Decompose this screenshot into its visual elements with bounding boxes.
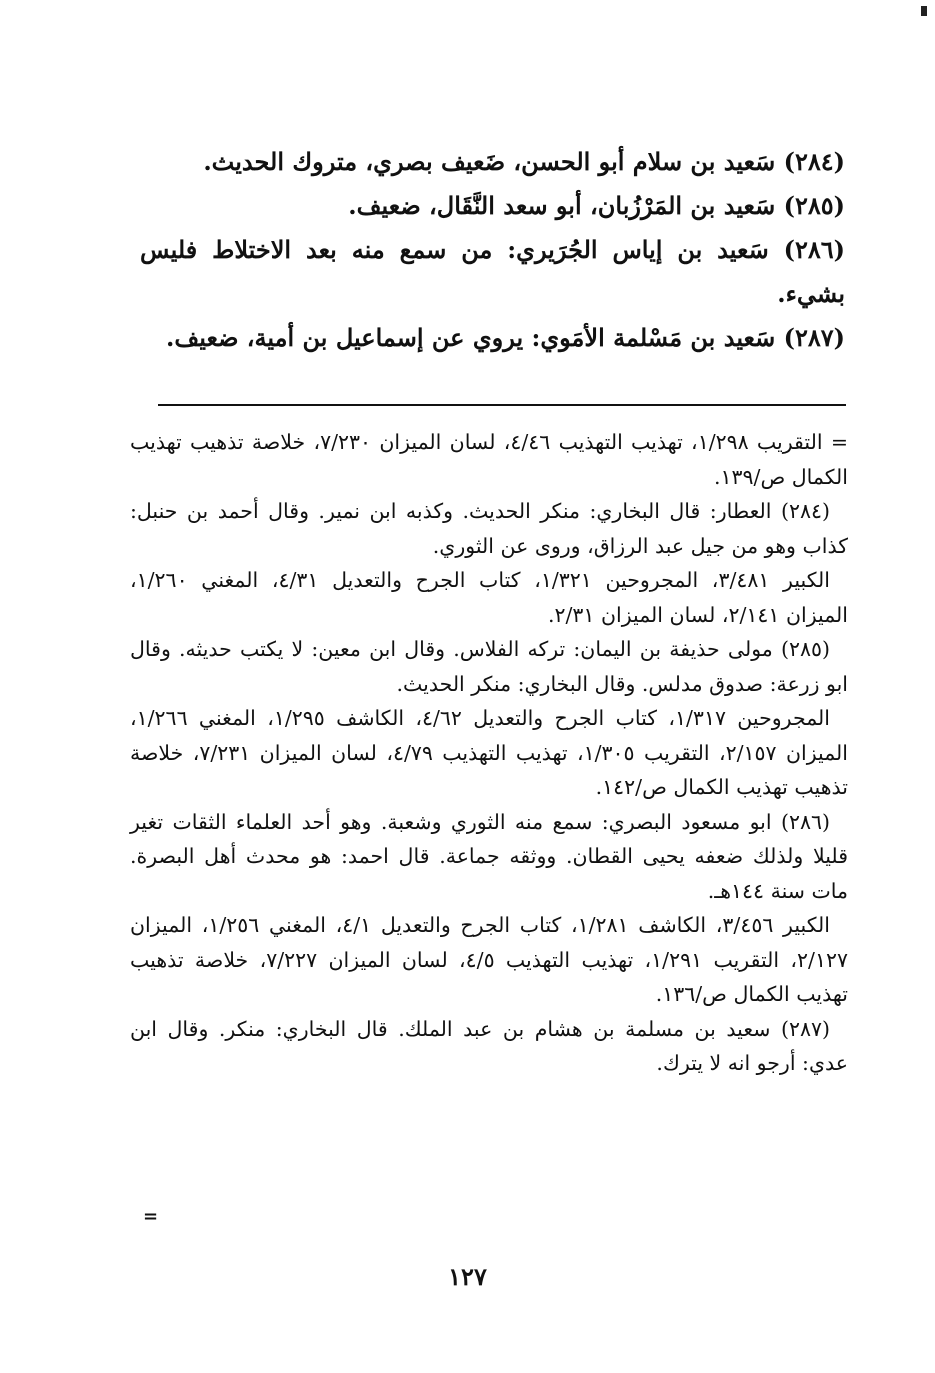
footnotes [130,425,848,1081]
footnote-285: (٢٨٥) مولى حذيفة بن اليمان: تركه الفلاس. وقال ابن معين: لا يكتب حديثه. وقال ابو زرعة: صدوق مدلس. وقال البخاري: منكر الحديث. [130,637,848,696]
footnote-286-sources: الكبير ٣/٤٥٦، الكاشف ١/٢٨١، كتاب الجرح والتعديل ٤/١، المغني ١/٢٥٦، الميزان ٢/١٢٧، التقريب ١/٢٩١، تهذيب التهذيب ٤/٥، لسان الميزان ٧/٢٢٧، خلاصة تذهيب تهذيب الكمال ص/١٣٦. [130,913,848,1006]
entry-287: (٢٨٧) سَعيد بن مَسْلمة الأمَوي: يروي عن إسماعيل بن أمية، ضعيف. [166,323,845,352]
entry-285: (٢٨٥) سَعيد بن المَرْزُبان، أبو سعد النَّقَال، ضعيف. [348,191,845,220]
footnote-284-sources: الكبير ٣/٤٨١، المجروحين ١/٣٢١، كتاب الجرح والتعديل ٤/٣١، المغني ١/٢٦٠، الميزان ٢/١٤١، لسان الميزان ٢/٣١. [130,568,848,627]
main-entries [140,140,845,360]
footnote-286: (٢٨٦) ابو مسعود البصري: سمع منه الثوري وشعبة. وهو أحد العلماء الثقات تغير قليلا ولذلك ضعفه يحيى القطان. ووثقه جماعة. قال احمد: هو محدث أهل البصرة. مات سنة ١٤٤هـ. [130,809,848,903]
entry-284: (٢٨٤) سَعيد بن سلام أبو الحسن، ضَعيف بصري، متروك الحديث. [203,147,845,176]
footnote-287: (٢٨٧) سعيد بن مسلمة بن هشام بن عبد الملك. قال البخاري: منكر. وقال ابن عدي: أرجو انه لا يترك. [130,1016,848,1075]
footnote-divider [158,404,846,406]
continuation-mark: = [143,1206,159,1227]
footnote-continued: = التقريب ١/٢٩٨، تهذيب التهذيب ٤/٤٦، لسان الميزان ٧/٢٣٠، خلاصة تذهيب تهذيب الكمال ص/١٣٩. [130,430,849,489]
footnote-285-sources: المجروحين ١/٣١٧، كتاب الجرح والتعديل ٤/٦٢، الكاشف ١/٢٩٥، المغني ١/٢٦٦، الميزان ٢/١٥٧، التقريب ١/٣٠٥، تهذيب التهذيب ٤/٧٩، لسان الميزان ٧/٢٣١، خلاصة تذهيب تهذيب الكمال ص/١٤٢. [130,706,848,799]
entry-286: (٢٨٦) سَعيد بن إياس الجُرَيري: من سمع منه بعد الاختلاط فليس بشيء. [140,235,845,308]
footnote-284: (٢٨٤) العطار: قال البخاري: منكر الحديث. وكذبه ابن نمير. وقال أحمد بن حنبل: كذاب وهو من جيل عبد الرزاق، وروى عن الثوري. [130,499,848,558]
page-corner-mark [921,6,927,16]
page-number: ١٢٧ [448,1262,487,1291]
